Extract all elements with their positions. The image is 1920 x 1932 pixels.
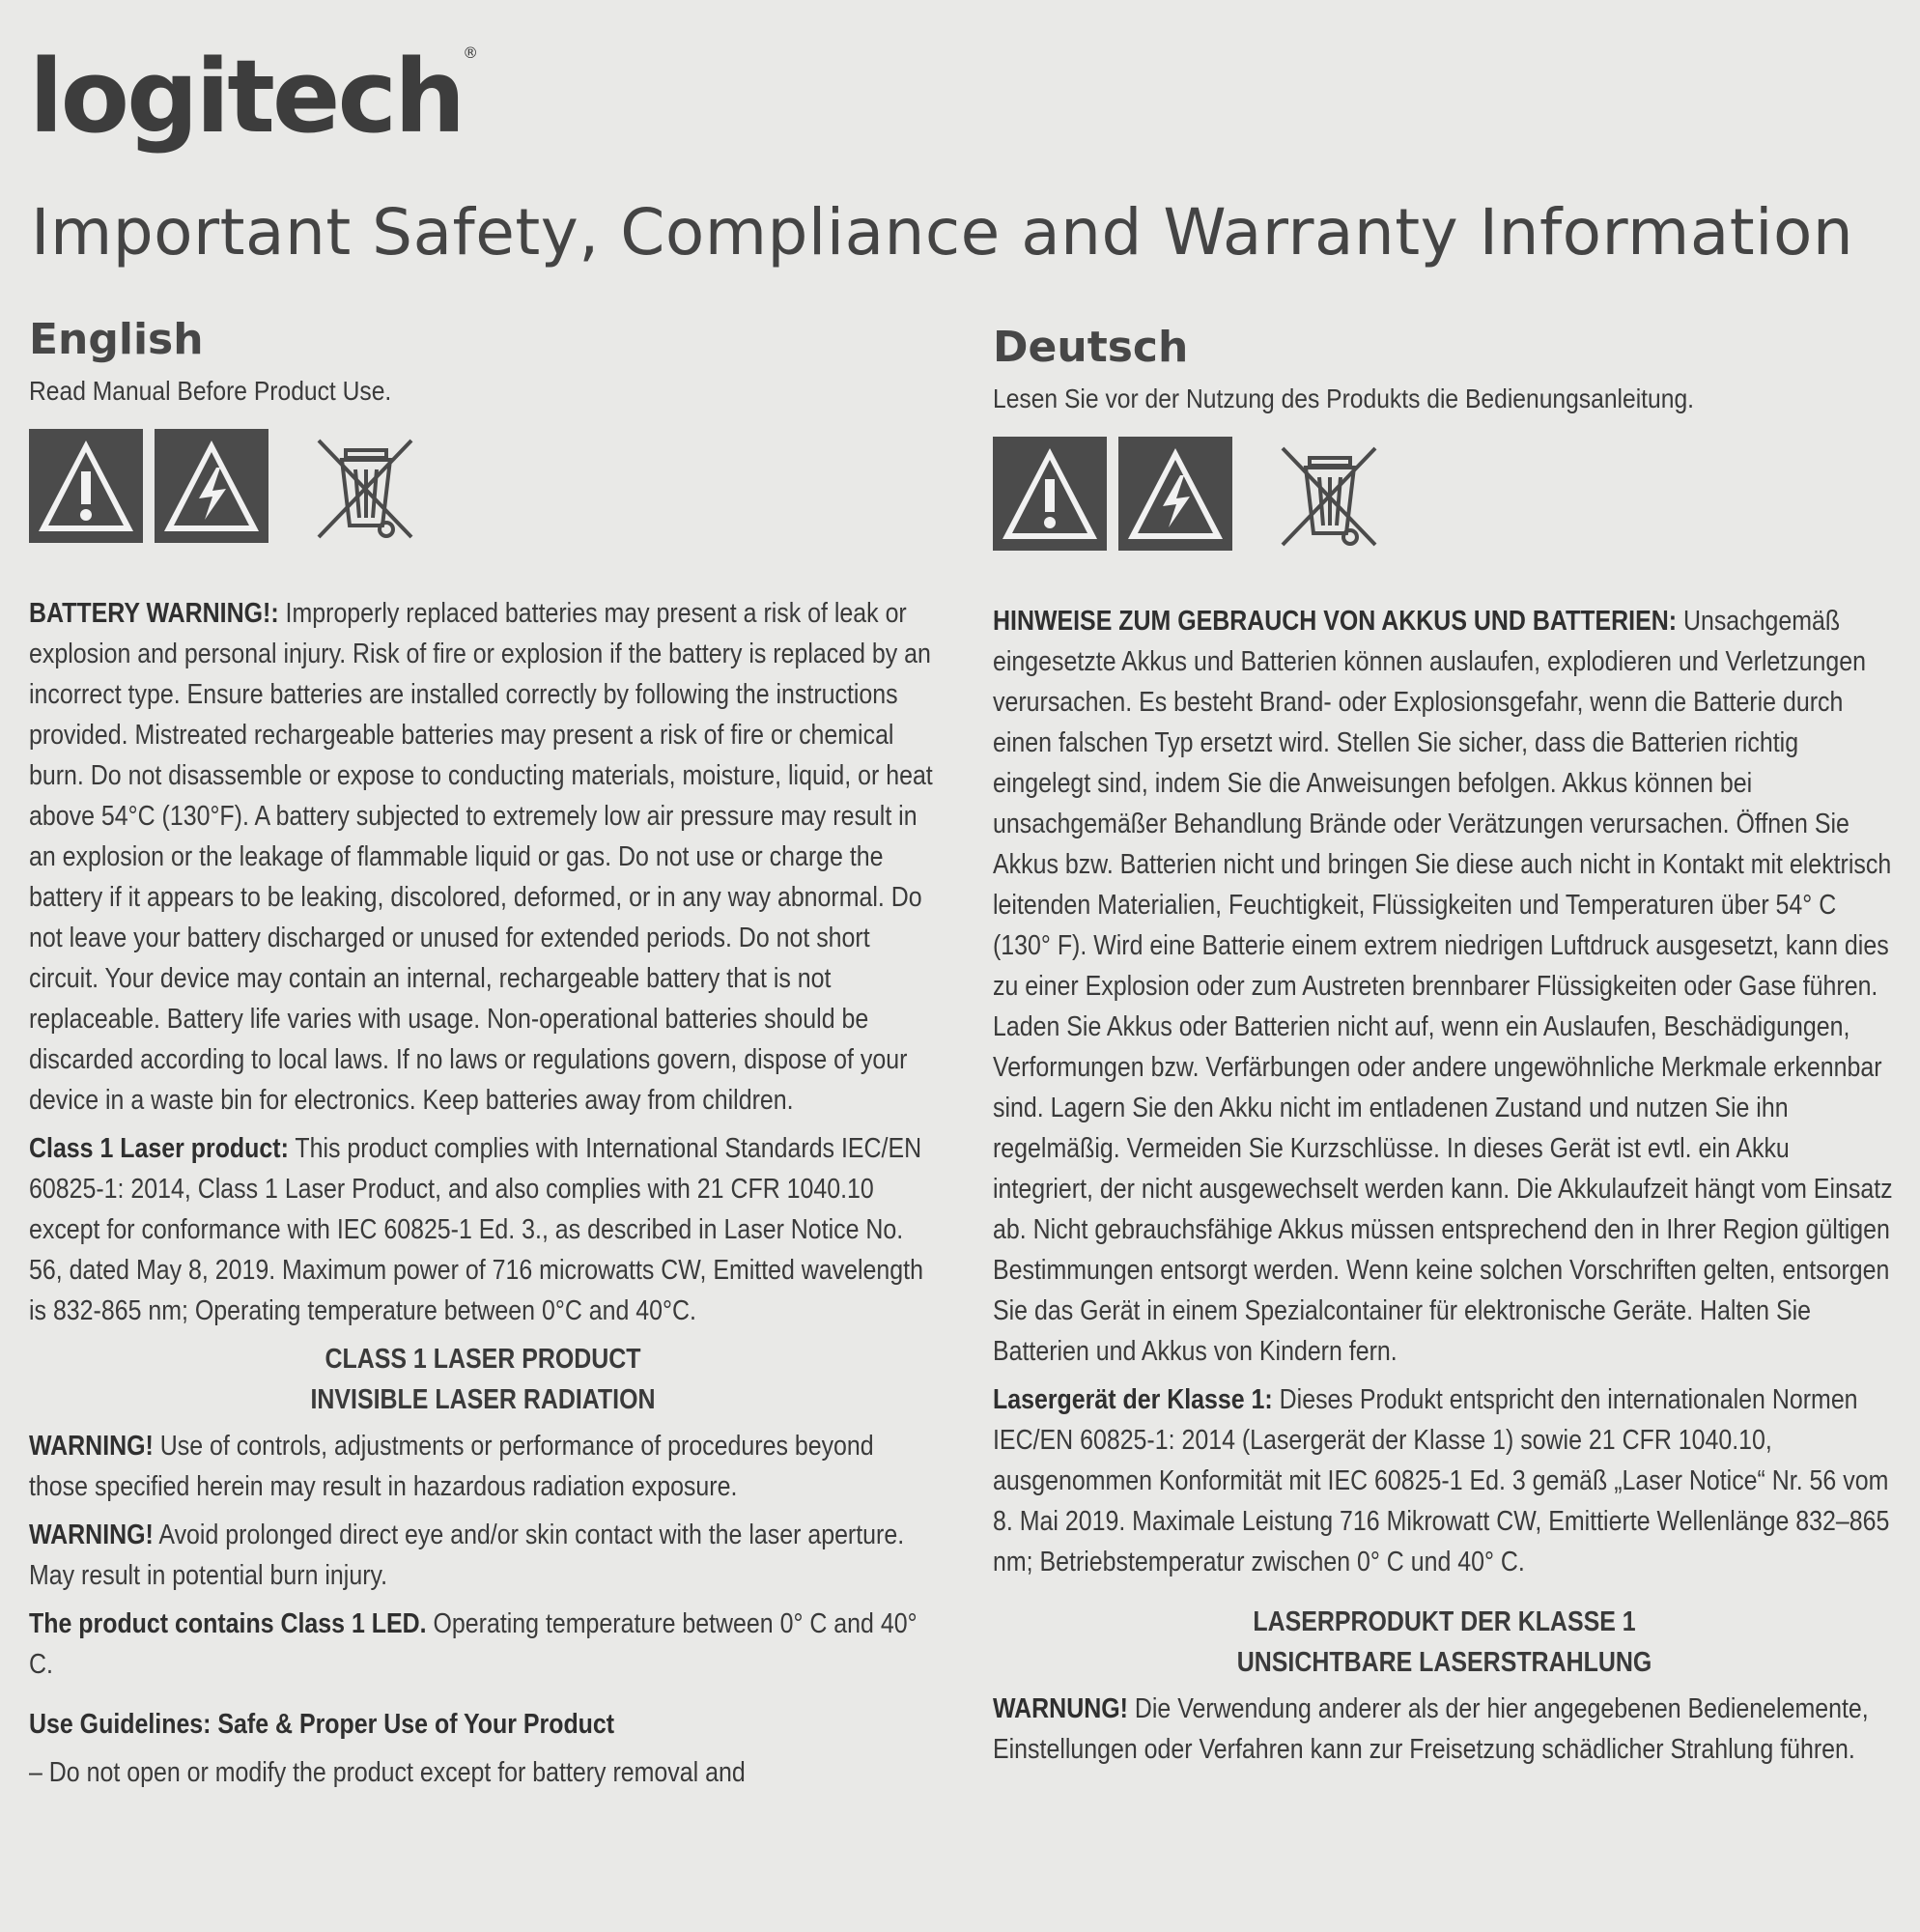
led-label: The product contains Class 1 LED. xyxy=(29,1607,427,1639)
english-warning-2 xyxy=(29,1515,935,1596)
logo-text: logitech xyxy=(29,38,464,156)
laser-product-label: Class 1 Laser product: xyxy=(29,1132,289,1164)
electric-shock-icon xyxy=(1118,437,1232,551)
warning-text: Die Verwendung anderer als der hier angegebenen Bedienelemente, Einstellungen oder Verfahren kann zur Freisetzung schädlicher Strahlung führen. xyxy=(993,1692,1869,1765)
deutsch-battery-warning xyxy=(993,601,1894,1372)
english-battery-warning xyxy=(29,593,935,1121)
battery-warning-label: BATTERY WARNING!: xyxy=(29,597,279,629)
deutsch-laser-heading-2: UNSICHTBARE LASERSTRAHLUNG xyxy=(1236,1646,1652,1678)
english-heading: English xyxy=(29,315,204,364)
crossed-out-bin-icon xyxy=(307,429,423,543)
deutsch-column xyxy=(993,325,1896,1777)
laser-product-text: Dieses Produkt entspricht den internationalen Normen IEC/EN 60825-1: 2014 (Lasergerät der Klasse 1) sowie 21 CFR 1040.10, ausgenommen Konformität mit IEC 60825-1 Ed. 3 gemäß „Laser Notice“ Nr. 56 vom 8. Mai 2019. Maximale Leistung 716 Mikrowatt CW, Emittierte Wellenlänge 832–865 nm; Betriebstemperatur zwischen 0° C und 40° C. xyxy=(993,1383,1890,1577)
english-body xyxy=(29,593,937,1793)
deutsch-safety-icons xyxy=(993,433,1896,554)
deutsch-read-manual: Lesen Sie vor der Nutzung des Produkts die Bedienungsanleitung. xyxy=(993,384,1694,414)
warning-triangle-icon xyxy=(29,429,143,543)
deutsch-warning-1 xyxy=(993,1689,1894,1770)
english-laser-heading-2: INVISIBLE LASER RADIATION xyxy=(310,1383,656,1415)
laser-product-label: Lasergerät der Klasse 1: xyxy=(993,1383,1273,1415)
page-title: Important Safety, Compliance and Warranty Information xyxy=(31,195,1854,270)
registered-mark: ® xyxy=(463,43,479,63)
battery-warning-label: HINWEISE ZUM GEBRAUCH VON AKKUS UND BATTERIEN: xyxy=(993,605,1678,637)
led-text: Operating temperature between 0° C and 40° C. xyxy=(29,1607,918,1680)
battery-warning-text: Improperly replaced batteries may present a risk of leak or explosion and personal injury. Risk of fire or explosion if the battery is replaced by an incorrect type. Ensure batteries are installed correctly by following the instructions provided. Mistreated rechargeable batteries may present a risk of fire or chemical burn. Do not disassemble or expose to conducting materials, moisture, liquid, or heat above 54°C (130°F). A battery subjected to extremely low air pressure may result in an explosion or the leakage of flammable liquid or gas. Do not use or charge the battery if it appears to be leaking, discolored, deformed, or in any way abnormal. Do not leave your battery discharged or unused for extended periods. Do not short circuit. Your device may contain an internal, rechargeable battery that is not replaceable. Battery life varies with usage. Non-operational batteries should be discarded according to local laws. If no laws or regulations govern, dispose of your device in a waste bin for electronics. Keep batteries away from children. xyxy=(29,597,933,1116)
english-guidelines-heading xyxy=(29,1704,935,1745)
warning-label: WARNUNG! xyxy=(993,1692,1128,1724)
english-laser-product xyxy=(29,1128,935,1331)
english-warning-1 xyxy=(29,1426,935,1507)
warning-triangle-icon xyxy=(993,437,1107,551)
english-led-info xyxy=(29,1604,935,1685)
deutsch-body xyxy=(993,601,1896,1770)
english-guideline-item: – Do not open or modify the product except for battery removal and xyxy=(29,1756,746,1788)
english-laser-heading-1: CLASS 1 LASER PRODUCT xyxy=(325,1343,641,1375)
battery-warning-text: Unsachgemäß eingesetzte Akkus und Batterien können auslaufen, explodieren und Verletzungen verursachen. Es besteht Brand- oder Explosionsgefahr, wenn die Batterie durch einen falschen Typ ersetzt wird. Stellen Sie sicher, dass die Batterien richtig eingelegt sind, indem Sie die Anweisungen befolgen. Akkus können bei unsachgemäßer Behandlung Brände oder Verätzungen verursachen. Öffnen Sie Akkus bzw. Batterien nicht und bringen Sie diese auch nicht in Kontakt mit elektrisch leitenden Materialien, Feuchtigkeit, Flüssigkeiten und Temperaturen über 54° C (130° F). Wird eine Batterie einem extrem niedrigen Luftdruck ausgesetzt, kann dies zu einer Explosion oder zum Austreten brennbarer Flüssigkeiten oder Gase führen. Laden Sie Akkus oder Batterien nicht auf, wenn ein Auslaufen, Beschädigungen, Verformungen bzw. Verfärbungen oder andere ungewöhnliche Merkmale erkennbar sind. Lagern Sie den Akku nicht im entladenen Zustand und nutzen Sie ihn regelmäßig. Vermeiden Sie Kurzschlüsse. In dieses Gerät ist evtl. ein Akku integriert, der nicht ausgewechselt werden kann. Die Akkulaufzeit hängt vom Einsatz ab. Nicht gebrauchsfähige Akkus müssen entsprechend den in Ihrer Region gültigen Bestimmungen entsorgt werden. Wenn keine solchen Vorschriften gelten, entsorgen Sie das Gerät in einem Spezialcontainer für elektronische Geräte. Halten Sie Batterien und Akkus von Kindern fern. xyxy=(993,605,1893,1367)
deutsch-laser-heading-1: LASERPRODUKT DER KLASSE 1 xyxy=(1253,1605,1636,1637)
guidelines-heading: Use Guidelines: Safe & Proper Use of Your Product xyxy=(29,1708,615,1740)
laser-product-text: This product complies with International Standards IEC/EN 60825-1: 2014, Class 1 Laser Product, and also complies with 21 CFR 1040.10 except for conformance with IEC 60825-1 Ed. 3., as described in Laser Notice No. 56, dated May 8, 2019. Maximum power of 716 microwatts CW, Emitted wavelength is 832-865 nm; Operating temperature between 0°C and 40°C. xyxy=(29,1132,923,1326)
deutsch-laser-product xyxy=(993,1379,1894,1582)
deutsch-heading: Deutsch xyxy=(993,323,1189,372)
crossed-out-bin-icon xyxy=(1271,437,1387,551)
english-safety-icons xyxy=(29,425,937,547)
english-column xyxy=(29,317,937,1793)
warning-text: Use of controls, adjustments or performance of procedures beyond those specified herein may result in hazardous radiation exposure. xyxy=(29,1430,874,1502)
english-read-manual: Read Manual Before Product Use. xyxy=(29,376,392,407)
warning-label: WARNING! xyxy=(29,1430,154,1462)
logitech-logo xyxy=(29,38,479,156)
warning-label: WARNING! xyxy=(29,1519,154,1550)
electric-shock-icon xyxy=(155,429,268,543)
warning-text: Avoid prolonged direct eye and/or skin contact with the laser aperture. May result in potential burn injury. xyxy=(29,1519,905,1591)
